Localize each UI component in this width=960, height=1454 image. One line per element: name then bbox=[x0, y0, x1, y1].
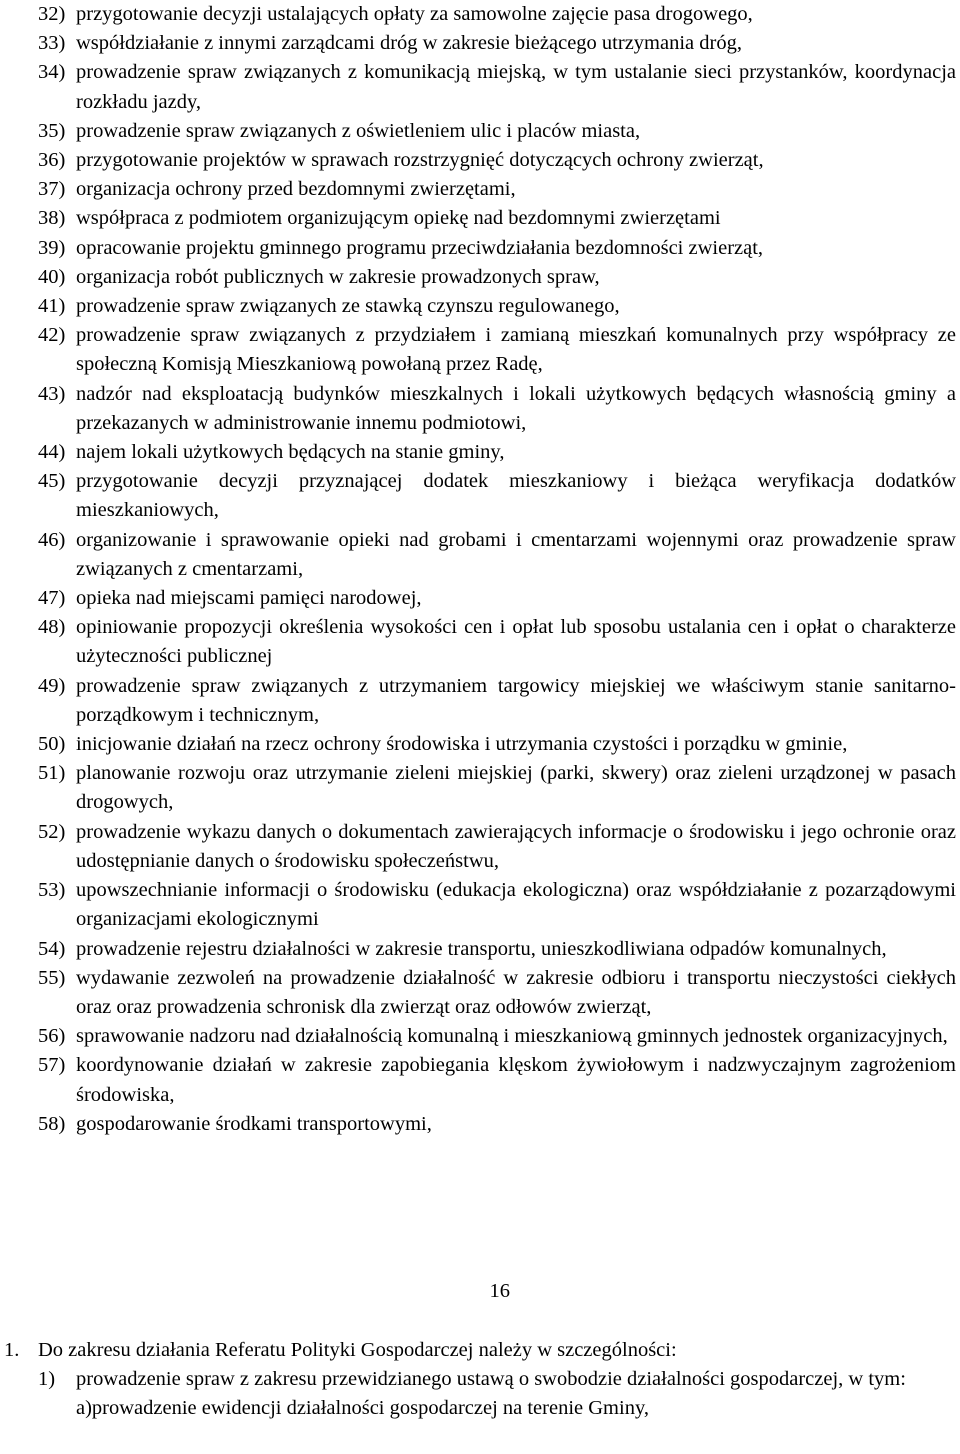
item-number: 39) bbox=[38, 236, 66, 259]
list-item bbox=[38, 29, 956, 58]
item-number: 51) bbox=[38, 762, 66, 785]
item-text: organizowanie i sprawowanie opieki nad grobami i cmentarzami wojennymi oraz prowadzenie spraw związanych z cmentarzami, bbox=[76, 528, 956, 580]
item-number: 40) bbox=[38, 265, 66, 288]
item-number: 46) bbox=[38, 528, 66, 551]
section-subitem bbox=[0, 1365, 956, 1394]
list-item bbox=[38, 526, 956, 584]
item-text: prowadzenie spraw związanych z komunikacją miejską, w tym ustalanie sieci przystanków, koordynacja rozkładu jazdy, bbox=[76, 61, 956, 113]
item-text: opracowanie projektu gminnego programu przeciwdziałania bezdomności zwierząt, bbox=[76, 236, 764, 259]
list-item bbox=[38, 146, 956, 175]
item-text: inicjowanie działań na rzecz ochrony środowiska i utrzymania czystości i porządku w gminie, bbox=[76, 733, 848, 756]
item-number: 33) bbox=[38, 32, 66, 55]
section-title: Do zakresu działania Referatu Polityki Gospodarczej należy w szczególności: bbox=[38, 1339, 677, 1361]
page-number bbox=[0, 1277, 960, 1306]
list-item bbox=[38, 935, 956, 964]
item-number: 41) bbox=[38, 295, 66, 318]
item-number: 35) bbox=[38, 119, 66, 142]
item-number: 56) bbox=[38, 1025, 66, 1048]
item-number: 44) bbox=[38, 441, 66, 464]
item-text: przygotowanie decyzji przyznającej dodatek mieszkaniowy i bieżąca weryfikacja dodatków mieszkaniowych, bbox=[76, 470, 956, 522]
item-number: 43) bbox=[38, 382, 66, 405]
item-text: współdziałanie z innymi zarządcami dróg w zakresie bieżącego utrzymania dróg, bbox=[76, 32, 742, 55]
item-number: 58) bbox=[38, 1112, 66, 1135]
item-number: 48) bbox=[38, 616, 66, 639]
item-text: upowszechnianie informacji o środowisku (edukacja ekologiczna) oraz współdziałanie z pozarządowymi organizacjami ekologicznymi bbox=[76, 879, 956, 931]
item-text: współpraca z podmiotem organizującym opiekę nad bezdomnymi zwierzętami bbox=[76, 207, 721, 230]
item-number: 47) bbox=[38, 587, 66, 610]
section-subsubitem: a)prowadzenie ewidencji działalności gospodarczej na terenie Gminy, bbox=[76, 1397, 649, 1420]
item-text: planowanie rozwoju oraz utrzymanie zieleni miejskiej (parki, skwery) oraz zieleni urządzonej w pasach drogowych, bbox=[76, 762, 956, 814]
item-text: nadzór nad eksploatacją budynków mieszkalnych i lokali użytkowych będących własnością gminy a przekazanych w administrowanie innemu podmiotowi, bbox=[76, 382, 956, 434]
item-text: prowadzenie spraw związanych z przydziałem i zamianą mieszkań komunalnych przy współpracy ze społeczną Komisją Mieszkaniową powołaną przez Radę, bbox=[76, 324, 956, 376]
section-referat-polityki-gospodarczej bbox=[0, 1336, 956, 1424]
item-text: prowadzenie wykazu danych o dokumentach zawierających informacje o środowisku i jego ochronie oraz udostępnianie danych o środowisku społeczeństwu, bbox=[76, 820, 956, 872]
item-number: 50) bbox=[38, 733, 66, 756]
item-number: 54) bbox=[38, 937, 66, 960]
item-number: 37) bbox=[38, 178, 66, 201]
item-text: przygotowanie projektów w sprawach rozstrzygnięć dotyczących ochrony zwierząt, bbox=[76, 149, 764, 172]
list-item bbox=[38, 204, 956, 233]
item-number: 57) bbox=[38, 1054, 66, 1077]
list-item bbox=[38, 263, 956, 292]
item-text: przygotowanie decyzji ustalających opłaty za samowolne zajęcie pasa drogowego, bbox=[76, 3, 753, 25]
item-text: organizacja ochrony przed bezdomnymi zwierzętami, bbox=[76, 178, 516, 201]
list-item bbox=[38, 0, 956, 29]
item-text: opieka nad miejscami pamięci narodowej, bbox=[76, 587, 422, 610]
duties-list bbox=[38, 0, 956, 1139]
item-text: koordynowanie działań w zakresie zapobiegania klęskom żywiołowym i nadzwyczajnym zagrożeniom środowiska, bbox=[76, 1054, 956, 1106]
list-item bbox=[38, 730, 956, 759]
list-item bbox=[38, 876, 956, 934]
list-item bbox=[38, 467, 956, 525]
item-number: 36) bbox=[38, 149, 66, 172]
item-number: 45) bbox=[38, 470, 66, 493]
item-text: prowadzenie spraw związanych z oświetleniem ulic i placów miasta, bbox=[76, 119, 641, 142]
list-item bbox=[38, 117, 956, 146]
list-item bbox=[38, 584, 956, 613]
list-item bbox=[38, 234, 956, 263]
list-item bbox=[38, 818, 956, 876]
list-item bbox=[38, 1022, 956, 1051]
item-text: sprawowanie nadzoru nad działalnością komunalną i mieszkaniową gminnych jednostek organizacyjnych, bbox=[76, 1025, 948, 1048]
list-item bbox=[38, 292, 956, 321]
item-number: 53) bbox=[38, 879, 66, 902]
item-number: 42) bbox=[38, 324, 66, 347]
list-item bbox=[38, 613, 956, 671]
list-item bbox=[38, 380, 956, 438]
item-text: opiniowanie propozycji określenia wysokości cen i opłat lub sposobu ustalania cen i opłat o charakterze użyteczności publicznej bbox=[76, 616, 956, 668]
list-item bbox=[38, 438, 956, 467]
page-number-text: 16 bbox=[489, 1280, 510, 1302]
item-text: prowadzenie spraw związanych z utrzymaniem targowicy miejskiej we właściwym stanie sanitarno-porządkowym i technicznym, bbox=[76, 674, 956, 726]
list-item bbox=[38, 1051, 956, 1109]
list-item bbox=[38, 759, 956, 817]
item-text: gospodarowanie środkami transportowymi, bbox=[76, 1112, 432, 1135]
item-number: 34) bbox=[38, 61, 66, 84]
item-number: 38) bbox=[38, 207, 66, 230]
item-text: najem lokali użytkowych będących na stanie gminy, bbox=[76, 441, 505, 464]
item-number: 55) bbox=[38, 966, 66, 989]
list-item bbox=[38, 672, 956, 730]
item-number: 32) bbox=[38, 3, 66, 25]
item-number: 49) bbox=[38, 674, 66, 697]
item-number: 52) bbox=[38, 820, 66, 843]
list-item bbox=[38, 58, 956, 116]
list-item bbox=[38, 964, 956, 1022]
list-item bbox=[38, 321, 956, 379]
item-text: prowadzenie spraw związanych ze stawką czynszu regulowanego, bbox=[76, 295, 620, 318]
item-text: prowadzenie rejestru działalności w zakresie transportu, unieszkodliwiana odpadów komunalnych, bbox=[76, 937, 887, 960]
section-heading bbox=[0, 1336, 956, 1365]
item-text: wydawanie zezwoleń na prowadzenie działalność w zakresie odbioru i transportu nieczystości ciekłych oraz oraz prowadzenia schronisk dla zwierząt oraz odłowów zwierząt, bbox=[76, 966, 956, 1018]
list-item bbox=[38, 1110, 956, 1139]
section-number: 1. bbox=[4, 1339, 20, 1361]
subitem-text: prowadzenie spraw z zakresu przewidzianego ustawą o swobodzie działalności gospodarczej, w tym: bbox=[76, 1368, 906, 1391]
subitem-number: 1) bbox=[38, 1368, 56, 1391]
list-item bbox=[38, 175, 956, 204]
item-text: organizacja robót publicznych w zakresie prowadzonych spraw, bbox=[76, 265, 600, 288]
